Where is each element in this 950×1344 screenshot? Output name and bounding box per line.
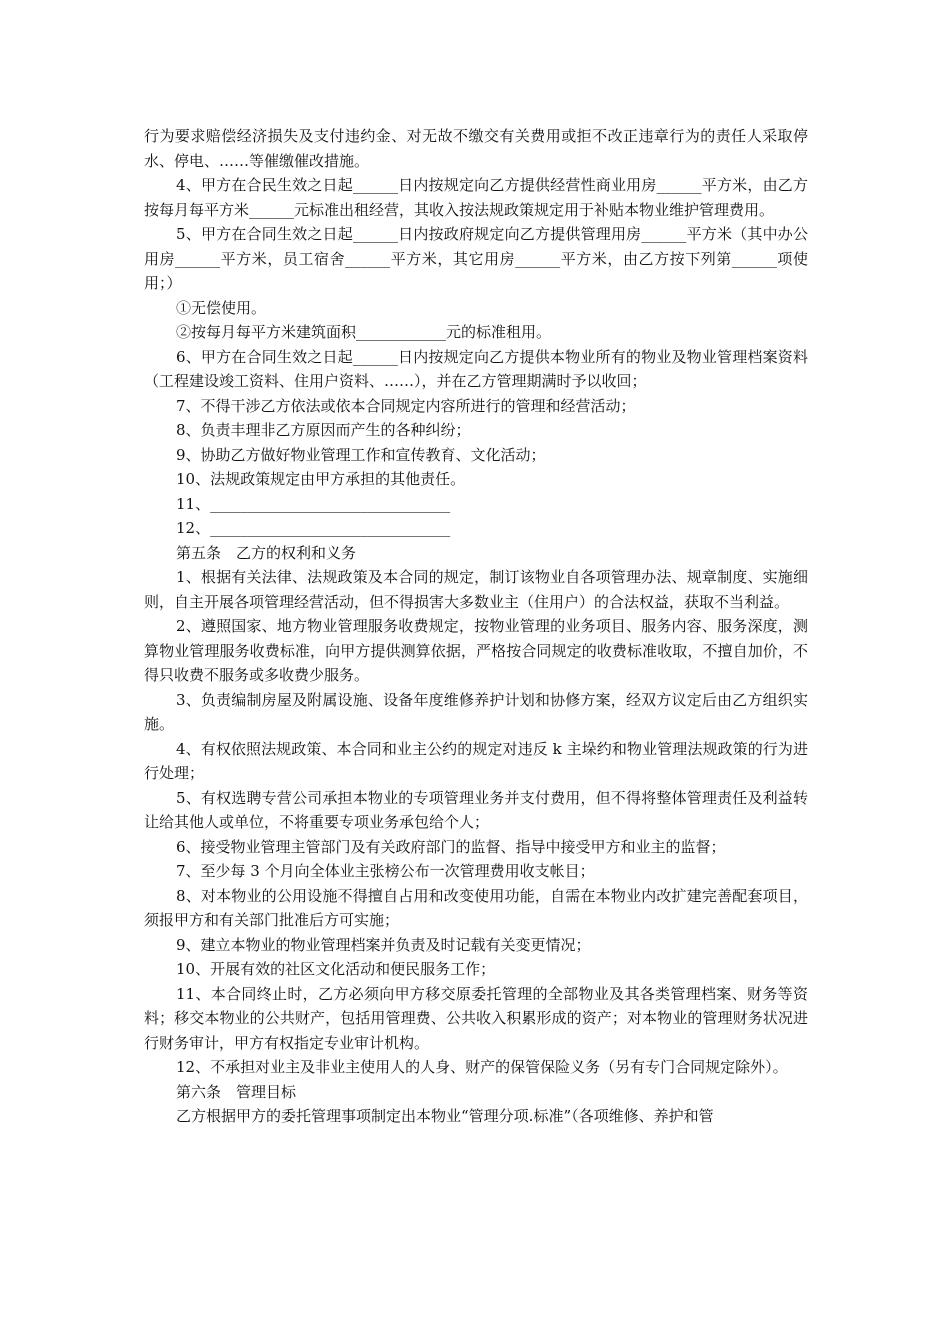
clause-11-blank: 11、________________________________ bbox=[176, 494, 451, 513]
article-5-item-9: 9、建立本物业的物业管理档案并负责及时记载有关变更情况； bbox=[176, 935, 591, 954]
article-6-heading: 第六条 管理目标 bbox=[176, 1082, 297, 1101]
clause-5-paragraph: 5、甲方在合同生效之日起______日内按政府规定向乙方提供管理用房______平方米（其中办公用房______平方米，员工宿舍______平方米，其它用房______平方米，由乙方按下列第______项使用；） bbox=[144, 225, 808, 292]
clause-7-paragraph: 7、不得干涉乙方依法或依本合同规定内容所进行的管理和经营活动； bbox=[176, 396, 636, 415]
article-6-paragraph: 乙方根据甲方的委托管理事项制定出本物业“管理分项.标准”（各项维修、养护和管 bbox=[176, 1107, 714, 1125]
document-body bbox=[144, 124, 808, 1129]
clause-8-paragraph: 8、负责丰理非乙方原因而产生的各种纠纷； bbox=[176, 421, 471, 439]
article-5-item-6: 6、接受物业管理主管部门及有关政府部门的监督、指导中接受甲方和业主的监督； bbox=[176, 837, 726, 856]
clause-9-paragraph: 9、协助乙方做好物业管理工作和宣传教育、文化活动； bbox=[176, 445, 546, 464]
clause-12-blank: 12、________________________________ bbox=[176, 519, 451, 537]
article-5-item-11: 11、本合同终止时，乙方必须向甲方移交原委托管理的全部物业及其各类管理档案、财务等资料；移交本物业的公共财产，包括用管理费、公共收入积累形成的资产；对本物业的管理财务状况进行财务审计，甲方有权指定专业审计机构。 bbox=[144, 984, 808, 1052]
article-5-heading: 第五条 乙方的权利和义务 bbox=[176, 543, 357, 562]
article-5-item-1: 1、根据有关法律、法规政策及本合同的规定，制订该物业自各项管理办法、规章制度、实施细则，自主开展各项管理经营活动，但不得损害大多数业主（住用户）的合法权益，获取不当利益。 bbox=[144, 568, 808, 611]
clause-4-paragraph: 4、甲方在合民生效之日起______日内按规定向乙方提供经营性商业用房______平方米，由乙方按每月每平方米______元标准出租经营，其收入按法规政策规定用于补贴本物业维护管理费用。 bbox=[144, 176, 808, 219]
article-5-item-5: 5、有权选聘专营公司承担本物业的专项管理业务并支付费用，但不得将整体管理责任及利益转让给其他人或单位，不将重要专项业务承包给个人； bbox=[144, 788, 808, 831]
option-1-paragraph: ①无偿使用。 bbox=[176, 298, 267, 317]
article-5-item-2: 2、遵照国家、地方物业管理服务收费规定，按物业管理的业务项目、服务内容、服务深度，测算物业管理服务收费标准，向甲方提供测算依据，严格按合同规定的收费标准收取，不擅自加价，不得只收费不服务或多收费少服务。 bbox=[144, 617, 808, 684]
clause-6-paragraph: 6、甲方在合同生效之日起______日内按规定向乙方提供本物业所有的物业及物业管理档案资料（工程建设竣工资料、住用户资料、……），并在乙方管理期满时予以收回； bbox=[144, 347, 808, 390]
option-2-paragraph: ②按每月每平方米建筑面积____________元的标准租用。 bbox=[176, 323, 552, 341]
article-5-item-4: 4、有权依照法规政策、本合同和业主公约的规定对违反 k 主垛约和物业管理法规政策的行为进行处理； bbox=[144, 739, 808, 782]
article-5-item-7: 7、至少每 3 个月向全体业主张榜公布一次管理费用收支帐目； bbox=[176, 862, 595, 880]
paragraph-continuation: 行为要求赔偿经济损失及支付违约金、对无故不缴交有关费用或拒不改正违章行为的责任人采取停水、停电、……等催缴催改措施。 bbox=[144, 127, 808, 170]
article-5-item-3: 3、负责编制房屋及附属设施、设备年度维修养护计划和协修方案，经双方议定后由乙方组织实施。 bbox=[144, 690, 808, 733]
article-5-item-12: 12、不承担对业主及非业主使用人的人身、财产的保管保险义务（另有专门合同规定除外）。 bbox=[176, 1058, 788, 1076]
clause-10-paragraph: 10、法规政策规定由甲方承担的其他责任。 bbox=[176, 470, 466, 488]
article-5-item-8: 8、对本物业的公用设施不得擅自占用和改变使用功能，自需在本物业内改扩建完善配套项目，须报甲方和有关部门批准后方可实施； bbox=[144, 886, 808, 929]
article-5-item-10: 10、开展有效的社区文化活动和便民服务工作； bbox=[176, 960, 496, 978]
